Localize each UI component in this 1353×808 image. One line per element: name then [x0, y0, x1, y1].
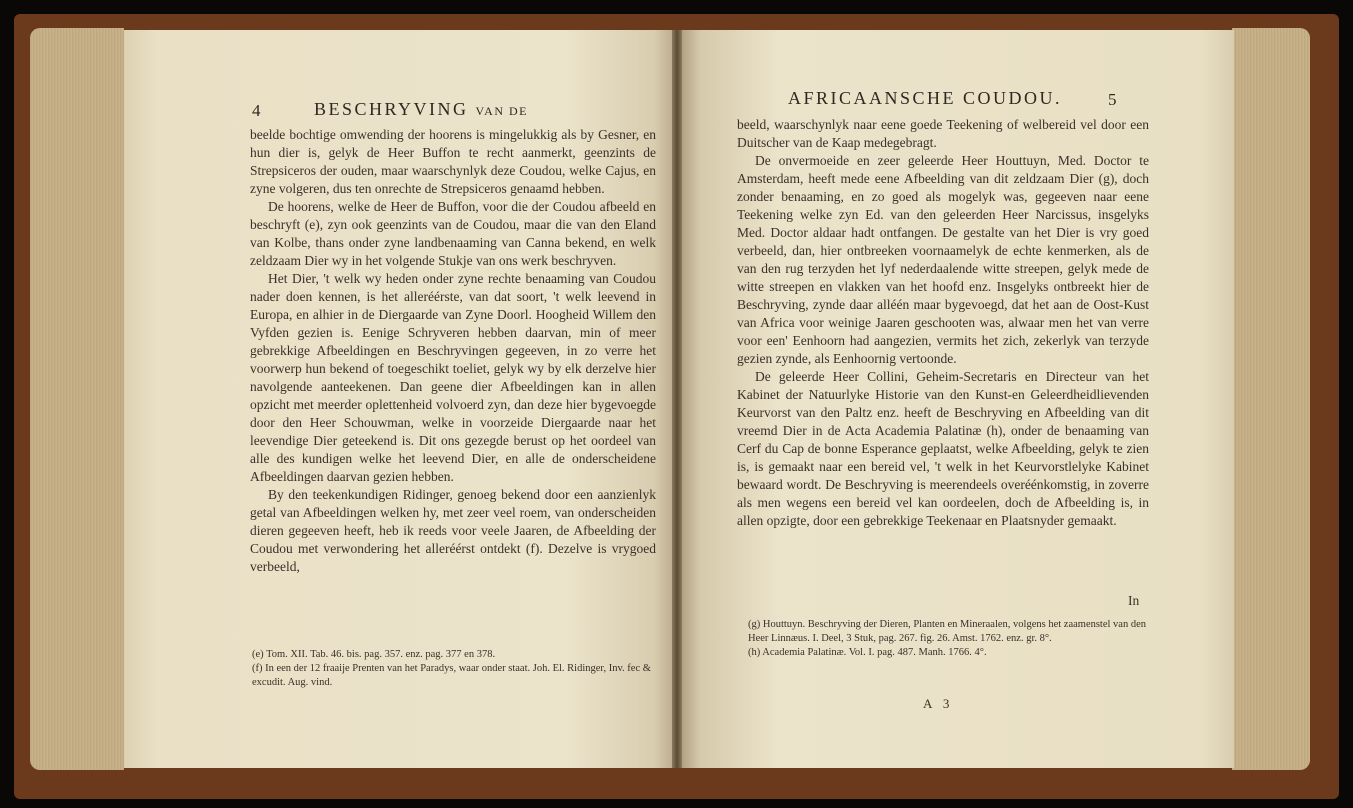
catchword: In — [1128, 593, 1140, 608]
left-page-number: 4 — [252, 101, 261, 120]
left-paragraph: By den teekenkundigen Ridinger, genoeg bekend door een aanzienlyk getal van Afbeeldingen welken hy, met zeer veel roem, van onderscheiden dieren gegeeven heeft, heb ik reeds voor veele Jaaren, de Afbeelding der Coudou met verwondering het alleréérst ontdekt (f). Dezelve is vrygoed verbeeld, — [250, 487, 656, 574]
right-body-text — [737, 116, 1149, 530]
book-gutter — [672, 30, 682, 768]
right-page-number: 5 — [1108, 90, 1117, 109]
right-footnotes — [748, 618, 1150, 660]
left-running-head-small: VAN DE — [475, 104, 528, 118]
left-footnotes — [252, 648, 658, 690]
page-edges-right — [1232, 28, 1310, 770]
left-running-head-main: BESCHRYVING — [314, 99, 469, 119]
left-paragraph: Het Dier, 't welk wy heden onder zyne rechte benaaming van Coudou nader doen kennen, is het alleréérste, van dat soort, 't welk leevend in Europa, en alhier in de Diergaarde van Zyne Doorl. Hoogheid Willem den Vyfden gezien is. Eenige Schryveren hebben daarvan, min of meer gebrekkige Afbeeldingen en Beschryvingen gegeeven, in zo verre het voorwerp hun bekend of toegeschikt toeliet, gelyk wy by elk derzelve hier navolgende aanteekenen. Dan geene dier Afbeeldingen kan in allen opzicht met meerder oplettenheid volvoerd zyn, dan deze hier bygevoegde door den Heer Schouwman, welke in voorzeide Diergaarde naar het leevendige Dier geteekend is. Dit ons gezegde berust op het oordeel van alle des kundigen welke het leevend Dier, en alle de onderscheidene Afbeeldingen daarvan gezien hebben. — [250, 271, 656, 484]
page-edges-left — [30, 28, 124, 770]
left-running-head — [314, 99, 528, 120]
right-paragraph: De geleerde Heer Collini, Geheim-Secretaris en Directeur van het Kabinet der Natuurlyke Historie van den Kunst-en Geleerdheidlievenden Keurvorst van den Paltz enz. heeft de Beschryving en Afbeelding van dit vreemd Dier in de Acta Academia Palatinæ (h), onder de benaaming van Cerf du Cap de bonne Esperance geplaatst, welke Afbeelding, gelyk te zien is, is gemaakt naar een bereid vel, 't welk in het Keurvorstlelyke Kabinet bewaard wordt. De Beschryving is meerendeels overéénkomstig, in zoverre als men wegens een bereid vel kan oordeelen, doch de Afbeelding is, in allen opzigte, door een gebrekkige Teekenaar en Plaatsnyder gemaakt. — [737, 369, 1149, 528]
footnote: (f) In een der 12 fraaije Prenten van het Paradys, waar onder staat. Joh. El. Ridinger, Inv. fec & excudit. Aug. vind. — [252, 663, 651, 688]
footnote: (e) Tom. XII. Tab. 46. bis. pag. 357. enz. pag. 377 en 378. — [252, 649, 496, 660]
left-body-text — [250, 126, 656, 576]
signature-mark: A 3 — [923, 696, 954, 711]
left-paragraph: De hoorens, welke de Heer de Buffon, voor die der Coudou afbeeld en beschryft (e), zyn ook geenzints van de Coudou, maar die van den Eland van Kolbe, thans onder zyne landbenaaming van Canna bekend, en welk zeldzaam Dier wy in het volgende Stukje van ons werk beschryven. — [250, 199, 656, 268]
left-paragraph: beelde bochtige omwending der hoorens is mingelukkig als by Gesner, en hun dier is, gelyk de Heer Buffon te recht aanmerkt, geenzints de Strepsiceros der ouden, maar waarschynlyk deze Coudou, welke Cajus, en zyne volgeren, dus ten onrechte de Strepsiceros genaamd hebben. — [250, 127, 656, 196]
right-paragraph: beeld, waarschynlyk naar eene goede Teekening of welbereid vel door een Duitscher van de Kaap medegebragt. — [737, 117, 1149, 150]
footnote: (g) Houttuyn. Beschryving der Dieren, Planten en Mineraalen, volgens het zaamenstel van den Heer Linnæus. I. Deel, 3 Stuk, pag. 267. fig. 26. Amst. 1762. enz. gr. 8°. — [748, 619, 1147, 644]
footnote: (h) Academia Palatinæ. Vol. I. pag. 487. Manh. 1766. 4°. — [748, 647, 987, 658]
right-running-head: AFRICAANSCHE COUDOU. — [788, 88, 1063, 108]
right-paragraph: De onvermoeide en zeer geleerde Heer Houttuyn, Med. Doctor te Amsterdam, heeft mede eene Afbeelding van dit zeldzaam Dier (g), doch zonder benaaming, en zo goed als mogelyk was, gegeeven naar eene Teekening welke zyn Ed. van den geleerden Heer Narcissus, insgelyks Med. Doctor aldaar hadt ontfangen. De gestalte van het Dier is vry goed verbeeld, dan, hier ontbreeken voornaamelyk de echte kenmerken, als de van den rug terzyden het lyf nederdaalende witte streepen, gelyk mede de witte streepen en vlakken van het hoofd enz. Insgelyks ontbreekt hier de Beschryving, zynde daar alléén maar bygevoegd, dat het aan de Oost-Kust van Africa voor weinige Jaaren geschooten was, alwaar men het van verre voor een' Eenhoorn had aangezien, vermits het zich, zekerlyk van terzyde gezien zynde, als Eenhoornig vertoonde. — [737, 153, 1149, 366]
